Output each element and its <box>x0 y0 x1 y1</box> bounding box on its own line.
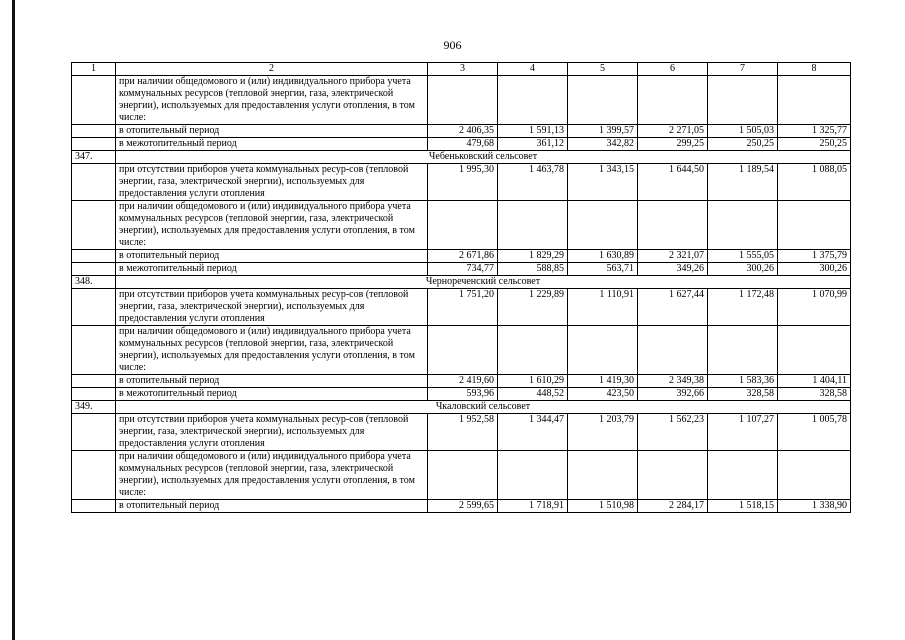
value-cell: 1 229,89 <box>498 289 568 326</box>
value-cell: 250,25 <box>708 138 778 151</box>
row-number-cell <box>72 201 116 250</box>
header-cell: 7 <box>708 63 778 76</box>
row-number-cell <box>72 375 116 388</box>
value-cell <box>568 326 638 375</box>
row-description: при отсутствии приборов учета коммунальных ресур-сов (тепловой энергии, газа, электрической энергии), используемых для предоставления услуги отопления <box>116 414 428 451</box>
row-number-cell <box>72 326 116 375</box>
value-cell: 1 189,54 <box>708 164 778 201</box>
page-number: 906 <box>443 38 462 52</box>
value-cell: 1 172,48 <box>708 289 778 326</box>
row-description: при отсутствии приборов учета коммунальных ресур-сов (тепловой энергии, газа, электрической энергии), используемых для предоставления услуги отопления <box>116 164 428 201</box>
table-row <box>72 76 851 125</box>
value-cell: 2 321,07 <box>638 250 708 263</box>
value-cell: 1 591,13 <box>498 125 568 138</box>
value-cell: 1 343,15 <box>568 164 638 201</box>
value-cell: 423,50 <box>568 388 638 401</box>
value-cell <box>498 76 568 125</box>
value-cell: 1 375,79 <box>778 250 851 263</box>
value-cell: 1 107,27 <box>708 414 778 451</box>
row-description: в отопительный период <box>116 125 428 138</box>
value-cell: 1 505,03 <box>708 125 778 138</box>
row-description: в межотопительный период <box>116 263 428 276</box>
table-row <box>72 201 851 250</box>
row-description: в межотопительный период <box>116 138 428 151</box>
value-cell: 361,12 <box>498 138 568 151</box>
value-cell: 2 419,60 <box>428 375 498 388</box>
table-row <box>72 375 851 388</box>
value-cell <box>638 76 708 125</box>
value-cell: 2 406,35 <box>428 125 498 138</box>
value-cell: 1 510,98 <box>568 500 638 513</box>
row-number-cell <box>72 263 116 276</box>
value-cell: 1 952,58 <box>428 414 498 451</box>
table-row <box>72 138 851 151</box>
region-row <box>72 276 851 289</box>
value-cell <box>428 76 498 125</box>
value-cell: 1 110,91 <box>568 289 638 326</box>
value-cell: 349,26 <box>638 263 708 276</box>
value-cell: 1 419,30 <box>568 375 638 388</box>
value-cell: 2 349,38 <box>638 375 708 388</box>
value-cell: 1 338,90 <box>778 500 851 513</box>
value-cell <box>778 201 851 250</box>
row-description: в межотопительный период <box>116 388 428 401</box>
value-cell: 2 271,05 <box>638 125 708 138</box>
row-number-cell <box>72 500 116 513</box>
value-cell: 1 562,23 <box>638 414 708 451</box>
value-cell: 1 344,47 <box>498 414 568 451</box>
table-row <box>72 388 851 401</box>
row-number-cell <box>72 125 116 138</box>
value-cell: 1 718,91 <box>498 500 568 513</box>
region-name: Чебеньковский сельсовет <box>116 151 851 164</box>
table-row <box>72 263 851 276</box>
table-row <box>72 125 851 138</box>
table-row <box>72 451 851 500</box>
value-cell <box>638 326 708 375</box>
value-cell: 1 399,57 <box>568 125 638 138</box>
header-row <box>72 63 851 76</box>
value-cell <box>568 201 638 250</box>
row-number-cell <box>72 250 116 263</box>
row-description: при наличии общедомового и (или) индивидуального прибора учета коммунальных ресурсов (тепловой энергии, газа, электрической энергии), используемых для предоставления услуги отопления, в том числе: <box>116 326 428 375</box>
row-number-cell <box>72 414 116 451</box>
row-description: при наличии общедомового и (или) индивидуального прибора учета коммунальных ресурсов (тепловой энергии, газа, электрической энергии), используемых для предоставления услуги отопления, в том числе: <box>116 201 428 250</box>
value-cell <box>428 326 498 375</box>
region-row <box>72 401 851 414</box>
row-description: в отопительный период <box>116 250 428 263</box>
row-number-cell <box>72 164 116 201</box>
value-cell: 1 518,15 <box>708 500 778 513</box>
value-cell: 1 995,30 <box>428 164 498 201</box>
row-number-cell <box>72 138 116 151</box>
value-cell: 1 088,05 <box>778 164 851 201</box>
value-cell: 1 203,79 <box>568 414 638 451</box>
value-cell: 328,58 <box>708 388 778 401</box>
value-cell: 300,26 <box>708 263 778 276</box>
value-cell <box>778 76 851 125</box>
value-cell <box>498 201 568 250</box>
value-cell: 1 627,44 <box>638 289 708 326</box>
value-cell: 734,77 <box>428 263 498 276</box>
value-cell <box>428 451 498 500</box>
row-description: при отсутствии приборов учета коммунальных ресур-сов (тепловой энергии, газа, электрической энергии), используемых для предоставления услуги отопления <box>116 289 428 326</box>
value-cell: 1 555,05 <box>708 250 778 263</box>
header-cell: 8 <box>778 63 851 76</box>
table-row <box>72 289 851 326</box>
region-number: 349. <box>72 401 116 414</box>
row-number-cell <box>72 451 116 500</box>
table-body <box>72 63 851 513</box>
value-cell: 1 005,78 <box>778 414 851 451</box>
region-number: 348. <box>72 276 116 289</box>
value-cell: 1 583,36 <box>708 375 778 388</box>
table-row <box>72 500 851 513</box>
value-cell <box>638 451 708 500</box>
row-description: при наличии общедомового и (или) индивидуального прибора учета коммунальных ресурсов (тепловой энергии, газа, электрической энергии), используемых для предоставления услуги отопления, в том числе: <box>116 451 428 500</box>
header-cell: 5 <box>568 63 638 76</box>
value-cell: 250,25 <box>778 138 851 151</box>
table-row <box>72 326 851 375</box>
value-cell <box>708 451 778 500</box>
header-cell: 6 <box>638 63 708 76</box>
value-cell: 479,68 <box>428 138 498 151</box>
value-cell <box>568 76 638 125</box>
value-cell <box>498 326 568 375</box>
binding-edge-line <box>12 0 15 640</box>
row-number-cell <box>72 388 116 401</box>
region-name: Чкаловский сельсовет <box>116 401 851 414</box>
value-cell <box>498 451 568 500</box>
value-cell: 328,58 <box>778 388 851 401</box>
table-row <box>72 414 851 451</box>
value-cell: 299,25 <box>638 138 708 151</box>
value-cell: 1 751,20 <box>428 289 498 326</box>
table-row <box>72 164 851 201</box>
header-cell: 3 <box>428 63 498 76</box>
value-cell: 1 463,78 <box>498 164 568 201</box>
row-number-cell <box>72 289 116 326</box>
value-cell: 1 644,50 <box>638 164 708 201</box>
value-cell: 342,82 <box>568 138 638 151</box>
row-description: при наличии общедомового и (или) индивидуального прибора учета коммунальных ресурсов (тепловой энергии, газа, электрической энергии), используемых для предоставления услуги отопления, в том числе: <box>116 76 428 125</box>
value-cell <box>778 326 851 375</box>
region-name: Чернореченский сельсовет <box>116 276 851 289</box>
value-cell <box>708 76 778 125</box>
row-number-cell <box>72 76 116 125</box>
value-cell: 1 404,11 <box>778 375 851 388</box>
row-description: в отопительный период <box>116 375 428 388</box>
value-cell: 2 599,65 <box>428 500 498 513</box>
tariff-table <box>71 62 851 513</box>
value-cell: 588,85 <box>498 263 568 276</box>
value-cell: 593,96 <box>428 388 498 401</box>
value-cell <box>708 201 778 250</box>
value-cell: 448,52 <box>498 388 568 401</box>
header-cell: 4 <box>498 63 568 76</box>
header-cell: 1 <box>72 63 116 76</box>
value-cell: 1 630,89 <box>568 250 638 263</box>
value-cell: 300,26 <box>778 263 851 276</box>
region-row <box>72 151 851 164</box>
value-cell: 392,66 <box>638 388 708 401</box>
region-number: 347. <box>72 151 116 164</box>
value-cell: 1 070,99 <box>778 289 851 326</box>
value-cell <box>778 451 851 500</box>
value-cell <box>708 326 778 375</box>
value-cell: 2 671,86 <box>428 250 498 263</box>
value-cell <box>428 201 498 250</box>
table-row <box>72 250 851 263</box>
value-cell: 1 829,29 <box>498 250 568 263</box>
value-cell: 2 284,17 <box>638 500 708 513</box>
row-description: в отопительный период <box>116 500 428 513</box>
value-cell: 1 610,29 <box>498 375 568 388</box>
header-cell: 2 <box>116 63 428 76</box>
value-cell: 563,71 <box>568 263 638 276</box>
value-cell <box>638 201 708 250</box>
value-cell: 1 325,77 <box>778 125 851 138</box>
value-cell <box>568 451 638 500</box>
